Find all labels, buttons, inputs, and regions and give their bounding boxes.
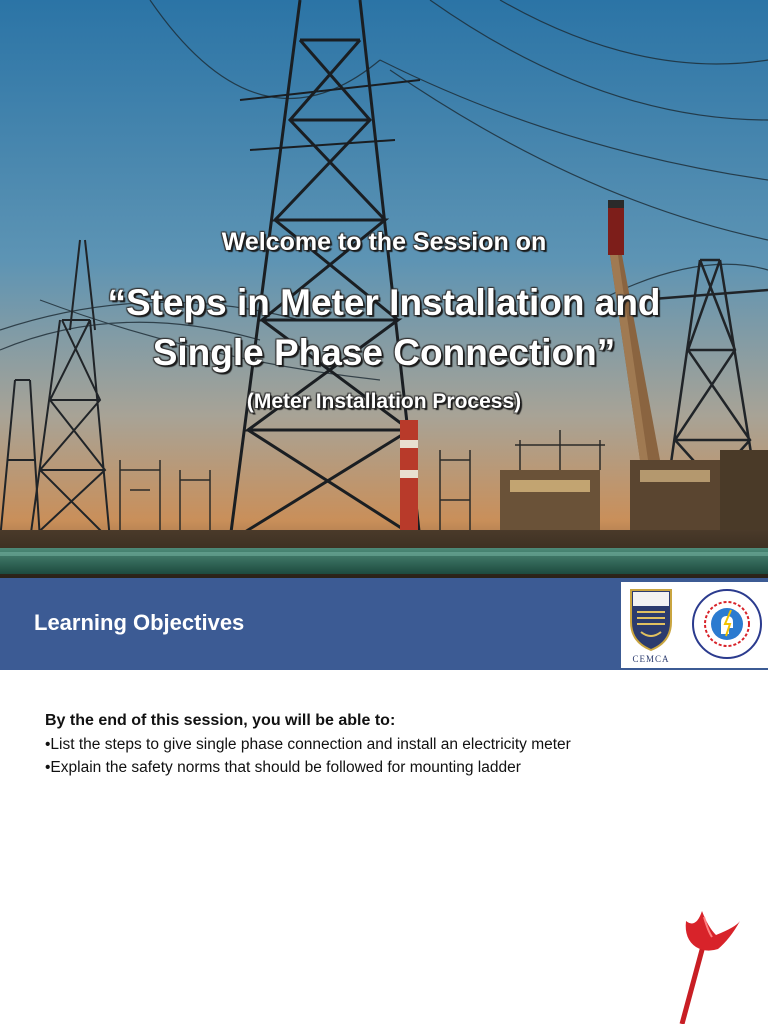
objective-item: •Explain the safety norms that should be followed for mounting ladder [45, 759, 521, 776]
session-title-line-2: Single Phase Connection” [152, 332, 616, 373]
skill-council-emblem-icon [691, 588, 763, 660]
session-title [20, 278, 748, 378]
dart-icon [660, 905, 750, 1024]
welcome-text: Welcome to the Session on [221, 228, 547, 256]
logo-panel [621, 582, 768, 668]
slide-heading: Learning Objectives [34, 610, 245, 635]
objectives-content [45, 712, 745, 782]
session-subtitle: (Meter Installation Process) [246, 390, 522, 413]
cemca-logo [627, 588, 675, 664]
objectives-slide [0, 578, 768, 1024]
session-title-line-1: “Steps in Meter Installation and [107, 282, 661, 323]
cemca-shield-icon [627, 588, 675, 652]
objectives-lead: By the end of this session, you will be able to: [45, 712, 396, 729]
cemca-caption: CEMCA [632, 654, 670, 664]
power-sector-skill-council-logo [691, 588, 763, 660]
objective-item: •List the steps to give single phase connection and install an electricity meter [45, 736, 571, 753]
header-band [0, 578, 768, 670]
